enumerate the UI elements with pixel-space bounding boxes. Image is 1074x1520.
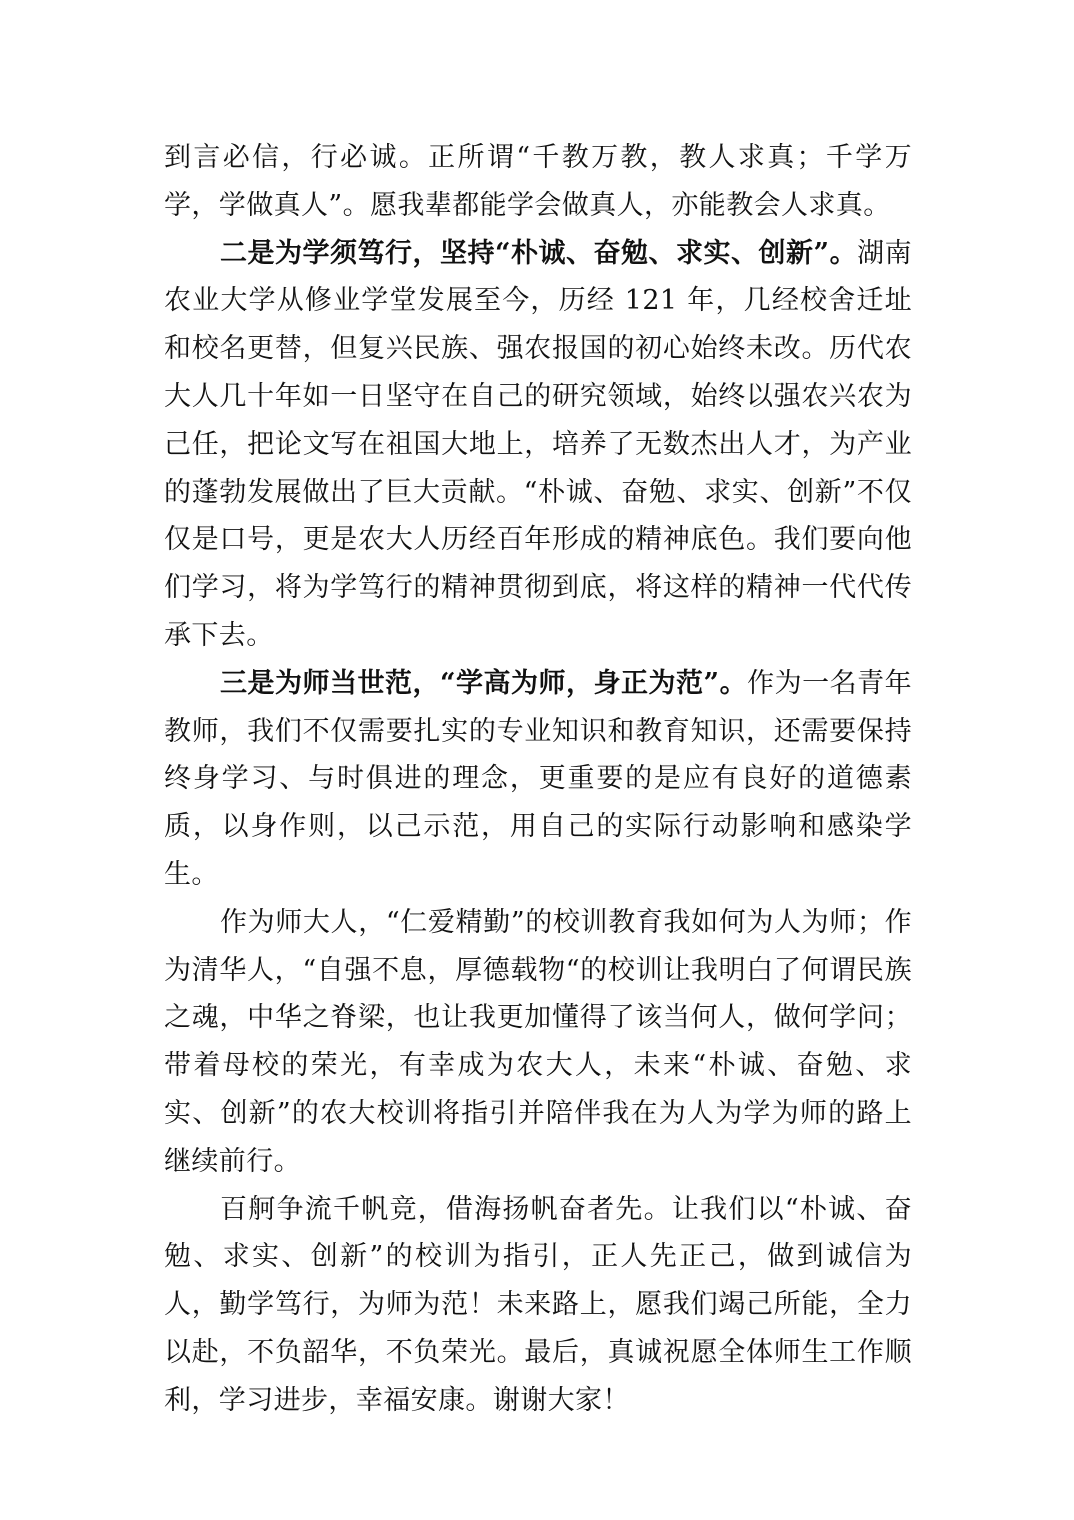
paragraph-text: 湖南农业大学从修业学堂发展至今，历经 121 年，几经校舍迁址和校名更替，但复兴民族、强农报国的初心始终未改。历代农大人几十年如一日坚守在自己的研究领域，始终以强农兴农为己任，把论文写在祖国大地上，培养了无数杰出人才，为产业的蓬勃发展做出了巨大贡献。“朴诚、奋勉、求实、创新”不仅仅是口号，更是农大人历经百年形成的精神底色。我们要向他们学习，将为学笃行的精神贯彻到底，将这样的精神一代代传承下去。 [164,237,912,651]
paragraph-text: 到言必信，行必诚。正所谓“千教万教，教人求真；千学万学，学做真人”。愿我辈都能学会做真人，亦能教会人求真。 [164,142,912,221]
paragraph-reflection [164,899,912,1186]
paragraph-point-three [164,660,912,899]
paragraph-text: 百舸争流千帆竞，借海扬帆奋者先。让我们以“朴诚、奋勉、求实、创新”的校训为指引，正人先正己，做到诚信为人，勤学笃行，为师为范！未来路上，愿我们竭己所能，全力以赴，不负韶华，不负荣光。最后，真诚祝愿全体师生工作顺利，学习进步，幸福安康。谢谢大家！ [164,1193,912,1416]
paragraph-point-two [164,230,912,660]
document-page [164,134,912,1425]
paragraph-heading: 三是为师当世范，“学高为师，身正为范”。 [220,667,748,699]
paragraph-text: 作为一名青年教师，我们不仅需要扎实的专业知识和教育知识，还需要保持终身学习、与时俱进的理念，更重要的是应有良好的道德素质，以身作则，以己示范，用自己的实际行动影响和感染学生。 [164,667,912,890]
paragraph-closing [164,1186,912,1425]
paragraph-text: 作为师大人，“仁爱精勤”的校训教育我如何为人为师；作为清华人，“自强不息，厚德载物“的校训让我明白了何谓民族之魂，中华之脊梁，也让我更加懂得了该当何人，做何学问；带着母校的荣光，有幸成为农大人，未来“朴诚、奋勉、求实、创新”的农大校训将指引并陪伴我在为人为学为师的路上继续前行。 [164,906,912,1177]
paragraph-continuation [164,134,912,230]
paragraph-heading: 二是为学须笃行，坚持“朴诚、奋勉、求实、创新”。 [220,237,858,269]
